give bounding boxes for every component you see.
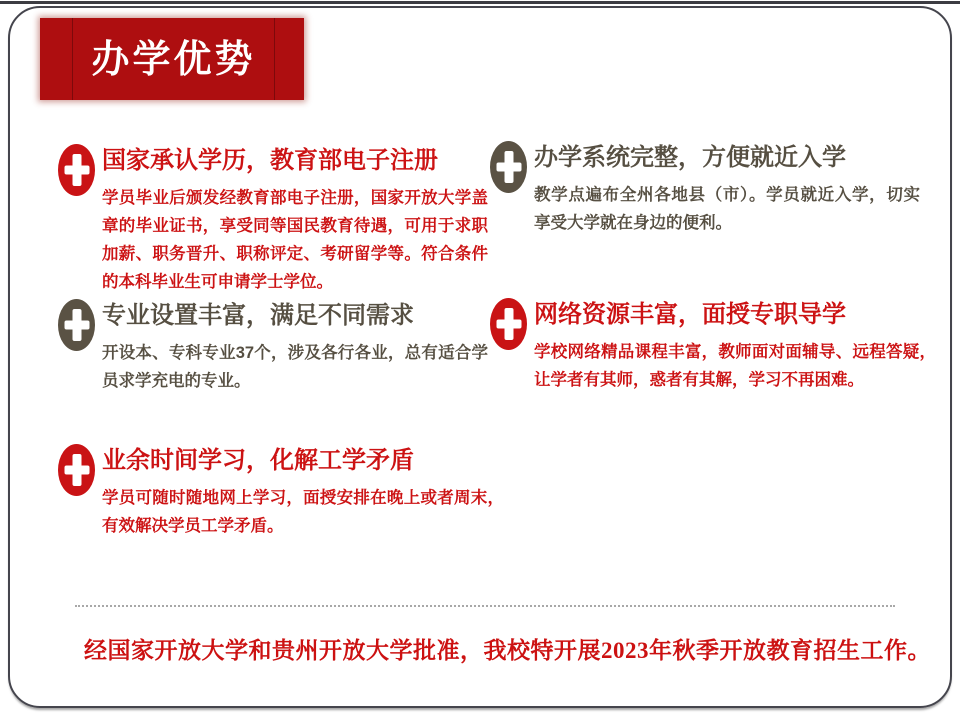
feature-body: 教学点遍布全州各地县（市）。学员就近入学，切实享受大学就在身边的便利。: [534, 186, 920, 232]
feature-item-major-variety: [58, 299, 488, 395]
feature-item-school-system: [490, 141, 920, 237]
footer-announcement: 经国家开放大学和贵州开放大学批准，我校特开展2023年秋季开放教育招生工作。: [84, 638, 931, 663]
feature-title: 业余时间学习，化解工学矛盾: [102, 447, 414, 474]
page-title: 办学优势: [91, 39, 256, 81]
plus-icon: [490, 141, 527, 193]
feature-title: 网络资源丰富，面授专职导学: [534, 301, 846, 328]
slide-top-edge-line: [0, 1, 960, 4]
title-banner: [40, 18, 304, 100]
plus-icon: [58, 299, 95, 351]
feature-body: 学员可随时随地网上学习，面授安排在晚上或者周末，有效解决学员工学矛盾。: [102, 489, 504, 535]
feature-item-degree-registration: [58, 144, 488, 296]
feature-item-online-resources: [490, 298, 936, 394]
feature-item-sparetime-study: [58, 444, 504, 540]
feature-title: 办学系统完整，方便就近入学: [534, 144, 846, 171]
feature-title: 专业设置丰富，满足不同需求: [102, 302, 414, 329]
plus-icon: [490, 298, 527, 350]
plus-icon: [58, 444, 95, 496]
plus-icon: [58, 144, 95, 196]
feature-body: 学员毕业后颁发经教育部电子注册，国家开放大学盖章的毕业证书，享受同等国民教育待遇，可用于求职加薪、职务晋升、职称评定、考研留学等。符合条件的本科毕业生可申请学士学位。: [102, 189, 488, 291]
feature-title: 国家承认学历，教育部电子注册: [102, 147, 438, 174]
feature-body: 开设本、专科专业37个，涉及各行各业，总有适合学员求学充电的专业。: [102, 344, 488, 390]
feature-body: 学校网络精品课程丰富，教师面对面辅导、远程答疑，让学者有其师，惑者有其解，学习不再困难。: [534, 343, 936, 389]
divider-dotted-line: [75, 605, 895, 607]
